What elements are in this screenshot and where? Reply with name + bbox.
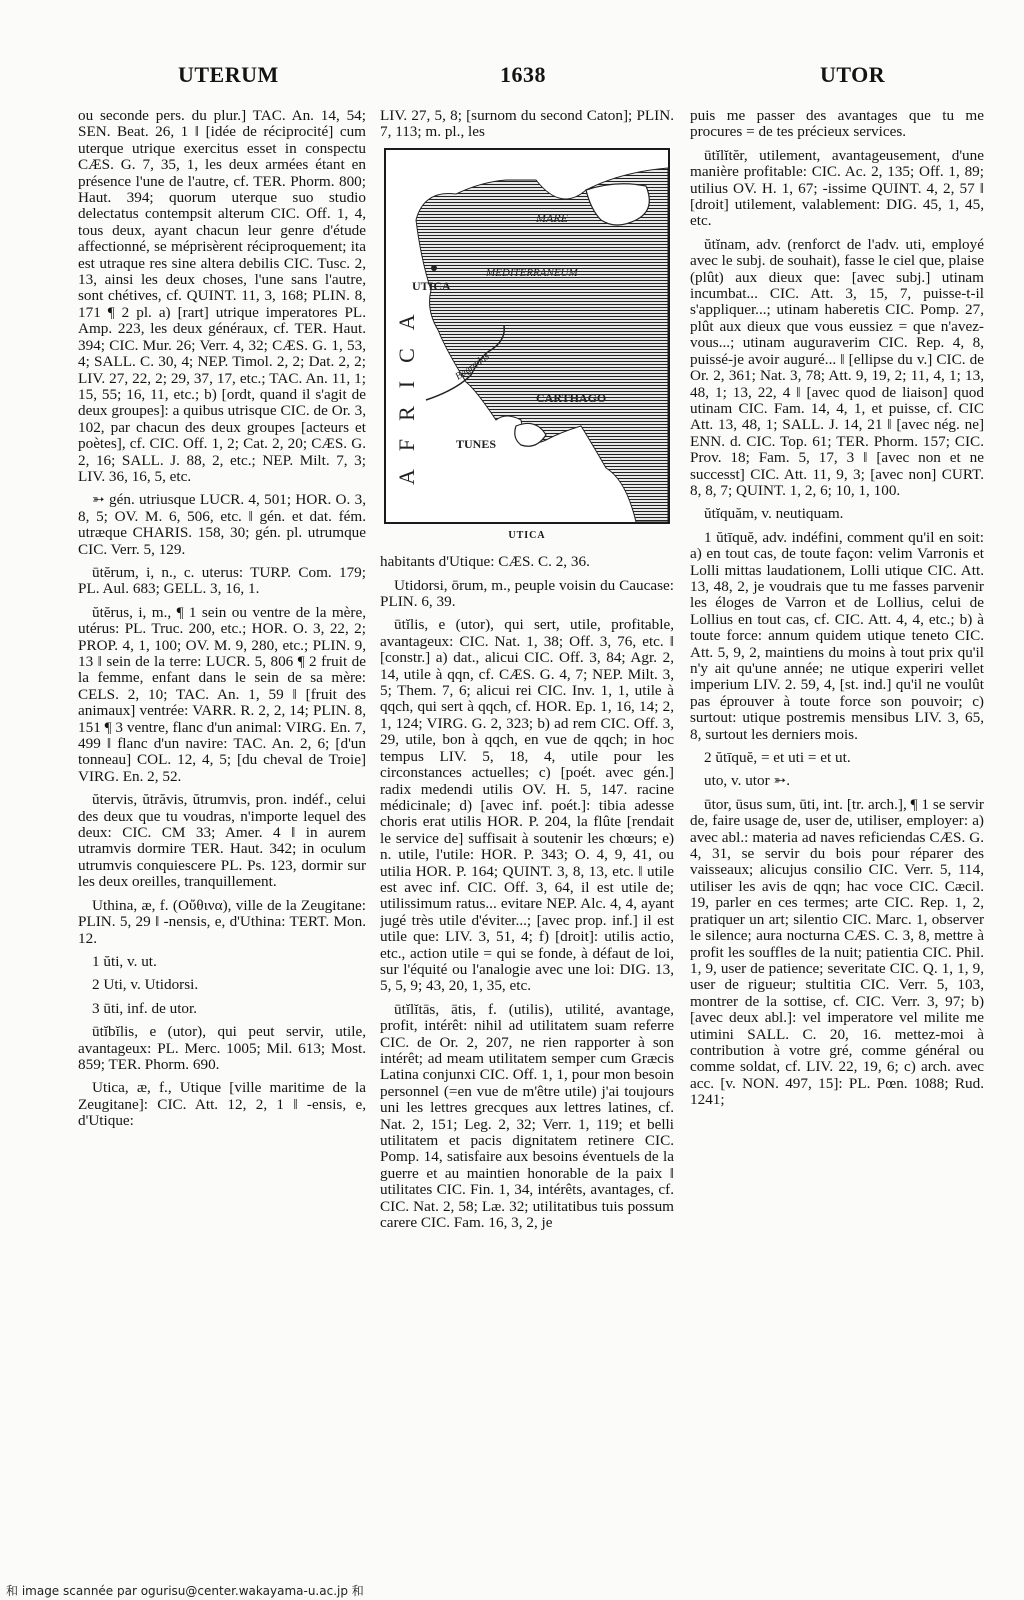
map-label-bagradas: Bagradas <box>453 350 492 383</box>
column-1 <box>78 108 366 1528</box>
entry-utiquam: ŭtĭquăm, v. neutiquam. <box>704 505 844 523</box>
column-2 <box>380 108 674 1528</box>
entry-utilitas: ūtĭlĭtās, ātis, f. (utilis), utilité, avantage, profit, intérêt: nihil ad utilitatem suam referre CIC. de Or. 2, 207, ne rien rapporter à son intérêt; ad meam utilitatem semper cum Græcis Latina conjunxi CIC. Off. 1, 1, pour mon besoin personnel (=en vue de m'être utile) j'ai toujours uni les lettres grecques aux lettres latines, cf. Nat. 2, 151; Leg. 2, 32; Verr. 1, 119; et belli utilitatem et pacis dignitatem retinere CIC. Pomp. 14, satisfaire aux besoins éventuels de la guerre et au maintien honorable de la paix ‖ utilitates CIC. Fin. 1, 34, intérêts, avantages, cf. CIC. Nat. 2, 58; Læ. 32; utilitatibus tuis possum carere CIC. Fam. 16, 3, 2, je <box>380 1000 674 1232</box>
entry-utiliter: ūtĭlĭtĕr, utilement, avantageusement, d'une manière profitable: CIC. Ac. 2, 135; Off. 1, 89; utilius OV. H. 1, 67; -issime QUINT. 4, 2, 57 ‖ [droit] utilement, valablement: DIG. 45, 1, 45, etc. <box>690 146 984 230</box>
map-caption: UTICA <box>508 529 546 541</box>
map-drawing <box>386 150 668 522</box>
entry-uthina: Uthina, æ, f. (Οὔθινα), ville de la Zeugitane: PLIN. 5, 29 ‖ -nensis, e, d'Uthina: TERT. Mon. 12. <box>78 896 366 947</box>
entry-uterum: ūtĕrum, i, n., c. uterus: TURP. Com. 179; PL. Aul. 683; GELL. 3, 16, 1. <box>78 563 366 598</box>
entry-uto: uto, v. utor ➳. <box>704 772 790 790</box>
running-head-right: UTOR <box>820 62 886 87</box>
column-3 <box>690 108 984 1528</box>
entry-continuation: puis me passer des avantages que tu me procures = de tes précieux services. <box>690 108 984 141</box>
map-label-tunes: TUNES <box>456 436 497 451</box>
entry-utidorsi: Utidorsi, ōrum, m., peuple voisin du Caucase: PLIN. 6, 39. <box>380 576 674 611</box>
map-label-africa: AFRICA <box>394 296 419 485</box>
utica-marker <box>431 265 437 271</box>
map-label-utica: UTICA <box>412 278 451 293</box>
entry-utica: Utica, æ, f., Utique [ville maritime de la Zeugitane]: CIC. Att. 12, 2, 1 ‖ -ensis, e, d'Utique: <box>78 1079 366 1130</box>
entry-utor: ūtor, ūsus sum, ūti, int. [tr. arch.], ¶ 1 se servir de, faire usage de, user de, utiliser, employer: a) avec abl.: materia ad naves reficiendas CÆS. G. 4, 31, se servir du bois pour réparer des vaisseaux; alicujus consilio CIC. Verr. 5, 114, utiliser les avis de qqn; hac voce CIC. Cæcil. 19, parler en ces termes; arte CIC. Rep. 1, 2, pratiquer un art; silentio CIC. Marc. 1, observer le silence; aura nocturna CÆS. C. 3, 8, mettre à profit les souffles de la nuit; patientia CIC. Phil. 1, 9, user de patience; severitate CIC. Q. 1, 1, 9, user de rigueur; stultitia CIC. Verr. 5, 103, montrer de la sottise, cf. CIC. Verr. 3, 97; b) [avec deux abl.]: vel imperatore vel milite me utimini SALL. C. 20, 16. mettez-moi à contribution à votre gré, comme général ou comme soldat, cf. LIV. 22, 19, 6; c) arch. avec acc. [v. NON. 497, 15]: PL. Pœn. 1088; Rud. 1241; <box>690 795 984 1109</box>
map-label-mare: MARE <box>536 210 568 225</box>
running-head-left: UTERUM <box>178 62 279 87</box>
entry-utilis: ūtĭlis, e (utor), qui sert, utile, profitable, avantageux: CIC. Nat. 1, 38; Off. 3, 76, etc. ‖ [constr.] a) dat., alicui CIC. Off. 3, 84; Agr. 2, 14, utile à qqn, cf. CÆS. G. 4, 7; NEP. Milt. 3, 5; Them. 7, 6; alicui rei CIC. Inv. 1, 1, utile à qqch, qui sert à qqch, cf. HOR. Ep. 1, 16, 14; 2, 1, 124; VIRG. G. 2, 323; b) ad rem CIC. Off. 3, 29, utile, bon à qqch, en vue de qqch; in hoc tempus LIV. 5, 18, 4, utile pour les circonstances actuelles; c) [poét. avec gén.] radix medendi utilis OV. H. 5, 147. racine médicinale; d) [avec inf. poét.]: tibia adesse choris erat utilis HOR. P. 204, la flûte [rendait le service de] suffisait à soutenir les chœurs; e) n. utile, l'utile: HOR. P. 343; O. 4, 9, 41, ou utilia HOR. P. 164; QUINT. 3, 8, 13, etc. ‖ utile est avec inf. CIC. Off. 3, 64, il est utile de; utilissimum ratus... evitare NEP. Alc. 4, 4, ayant jugé très utile d'éviter...; [avec prop. inf.] il est utile que: LIV. 3, 51, 4; f) [droit]: utilis actio, etc., action utile = qui se fonde, à défaut de loi, sur l'équité ou l'analogie avec une loi: DIG. 13, 5, 5, 9; 43, 20, 1, 35, etc. <box>380 616 674 995</box>
entry-uti-3: 3 ūti, inf. de utor. <box>92 999 198 1017</box>
map-utica <box>384 148 670 524</box>
entry-uterus: ŭtĕrus, i, m., ¶ 1 sein ou ventre de la mère, utérus: PL. Truc. 200, etc.; HOR. O. 3, 22, 2; PROP. 4, 1, 100; OV. M. 9, 280, etc.; PLIN. 9, 13 ‖ sein de la terre: LUCR. 5, 806 ¶ 2 fruit de la femme, enfant dans le sein de sa mère: CELS. 2, 10; TAC. An. 1, 59 ‖ [fruit des animaux] ventrée: VARR. R. 2, 2, 14; PLIN. 8, 151 ¶ 3 ventre, flanc d'un animal: VIRG. En. 7, 499 ‖ flanc d'un navire: TAC. An. 2, 6; [d'un tonneau] COL. 12, 4, 5; [du cheval de Troie] VIRG. En. 2, 52. <box>78 603 366 785</box>
scan-credit: 和 image scannée par ogurisu@center.wakayama-u.ac.jp 和 <box>6 1584 364 1598</box>
entry-continuation: LIV. 27, 5, 8; [surnom du second Caton]; PLIN. 7, 113; m. pl., les <box>380 108 674 141</box>
page-header <box>0 62 1024 92</box>
entry-utique-2: 2 ŭtīquĕ, = et uti = et ut. <box>704 749 851 767</box>
entry-continuation: ou seconde pers. du plur.] TAC. An. 14, 54; SEN. Beat. 26, 1 ‖ [idée de réciprocité] cum uterque utrique exercitus esset in conspectu CÆS. G. 7, 35, 1, les deux armées étant en présence l'une de l'autre, cf. TER. Phorm. 800; Haut. 394; quorum uterque suo studio delectatus contempsit alterum CIC. Off. 1, 4, tous deux, ayant chacun leur genre d'étude affectionné, se méprisèrent réciproquement; ita est utraque res sine altera debilis CIC. Tusc. 2, 13, ainsi les deux choses, l'une sans l'autre, sont chétives, cf. QUINT. 11, 3, 168; PLIN. 8, 171 ¶ 2 pl. a) [rart] utrique imperatores PL. Amp. 223, les deux généraux, cf. TER. Haut. 394; CIC. Mur. 26; Verr. 4, 32; CÆS. G. 1, 53, 4; SALL. C. 30, 4; NEP. Timol. 2, 2; Dat. 2, 2; LIV. 27, 22, 2; 29, 37, 17, etc.; TAC. An. 11, 1; 15, 55; 16, 11, etc.; b) [ordt, quand il s'agit de deux groupes]: a quibus utrisque CIC. de Or. 3, 102, par chacun des deux groupes [acteurs et poètes], cf. CIC. Off. 1, 2; Cat. 2, 20; CÆS. G. 2, 16; SALL. J. 88, 2, etc.; NEP. Milt. 7, 3; LIV. 36, 16, 5, etc. <box>78 108 366 485</box>
map-label-mediterraneum: MEDITERRANEUM <box>486 266 578 279</box>
entry-utibilis: ūtĭbĭlis, e (utor), qui peut servir, utile, avantageux: PL. Merc. 1005; Mil. 613; Most. 859; TER. Phorm. 690. <box>78 1023 366 1073</box>
entry-utinam: ŭtĭnam, adv. (renforct de l'adv. uti, employé avec le subj. de souhait), fasse le ciel que, plaise (plût) aux dieux que: [avec subj.] utinam incumbat... CIC. Att. 3, 15, 7, puisse-t-il s'appliquer...; utinam haberetis CIC. Pomp. 27, plût aux dieux que vous eussiez = que n'avez-vous...; utinam auguraverim CIC. Rep. 4, 8, puissé-je avoir auguré... ‖ [ellipse du v.] CIC. de Or. 2, 361; Nat. 3, 78; Att. 9, 19, 2; 11, 4, 1; 13, 48, 1; 13, 22, 4 ‖ [avec quod de liaison] quod utinam CIC. Fam. 14, 4, 1, et puisse, cf. CIC Att. 13, 48, 1; SALL. J. 14, 21 ‖ [avec nég. ne] ENN. d. CIC. Top. 61; TER. Phorm. 157; CIC. Prov. 18; Fam. 5, 17, 3 ‖ [avec non et ne successt] CIC. Att. 11, 9, 3; [avec non] CURT. 8, 8, 7; QUINT. 1, 2, 6; 10, 1, 100. <box>690 235 984 499</box>
entry-utervis: ŭtervis, ŭtrăvis, ŭtrumvis, pron. indéf., celui des deux que tu voudras, n'importe lequel des deux: CIC. CM 33; Amer. 4 ‖ in aurem utramvis dormire TER. Haut. 342; in oculum utrumvis conquiescere PL. Ps. 123, dormir sur les deux oreilles, tranquillement. <box>78 791 366 891</box>
page-number: 1638 <box>500 62 546 87</box>
map-label-carthago: CARTHAGO <box>536 390 607 405</box>
entry-uti-2: 2 Uti, v. Utidorsi. <box>92 976 199 994</box>
entry-note: ➳ gén. utriusque LUCR. 4, 501; HOR. O. 3, 8, 5; OV. M. 6, 506, etc. ‖ gén. et dat. fém. utræque CHARIS. 158, 30; gén. pl. utrumque CIC. Verr. 5, 129. <box>78 491 366 558</box>
entry-utica-cont: habitants d'Utique: CÆS. C. 2, 36. <box>380 553 590 571</box>
entry-uti-1: 1 ŭti, v. ut. <box>92 952 157 970</box>
entry-utique-1: 1 ŭtīquĕ, adv. indéfini, comment qu'il en soit: a) en tout cas, de toute façon: velim Varronis et Lolli mittas laudationem, Lolli utique CIC. Att. 13, 48, 2, je voudrais que tu me fasses parvenir les éloges de Varron et de Lollius, celui de Lollius en tout cas, cf. CIC. Att. 4, 4, etc.; b) à toute force: annum quidem utique teneto CIC. Att. 5, 9, 2, maintiens du moins à tout prix qu'il n'y ait qu'une année; ne utique experiri vellet imperium LIV. 2. 59, 4, [st. ind.] qu'il ne voulût pas éprouver à toute force son pouvoir; c) surtout: utique postremis mensibus LIV. 3, 65, 8, surtout les derniers mois. <box>690 528 984 743</box>
